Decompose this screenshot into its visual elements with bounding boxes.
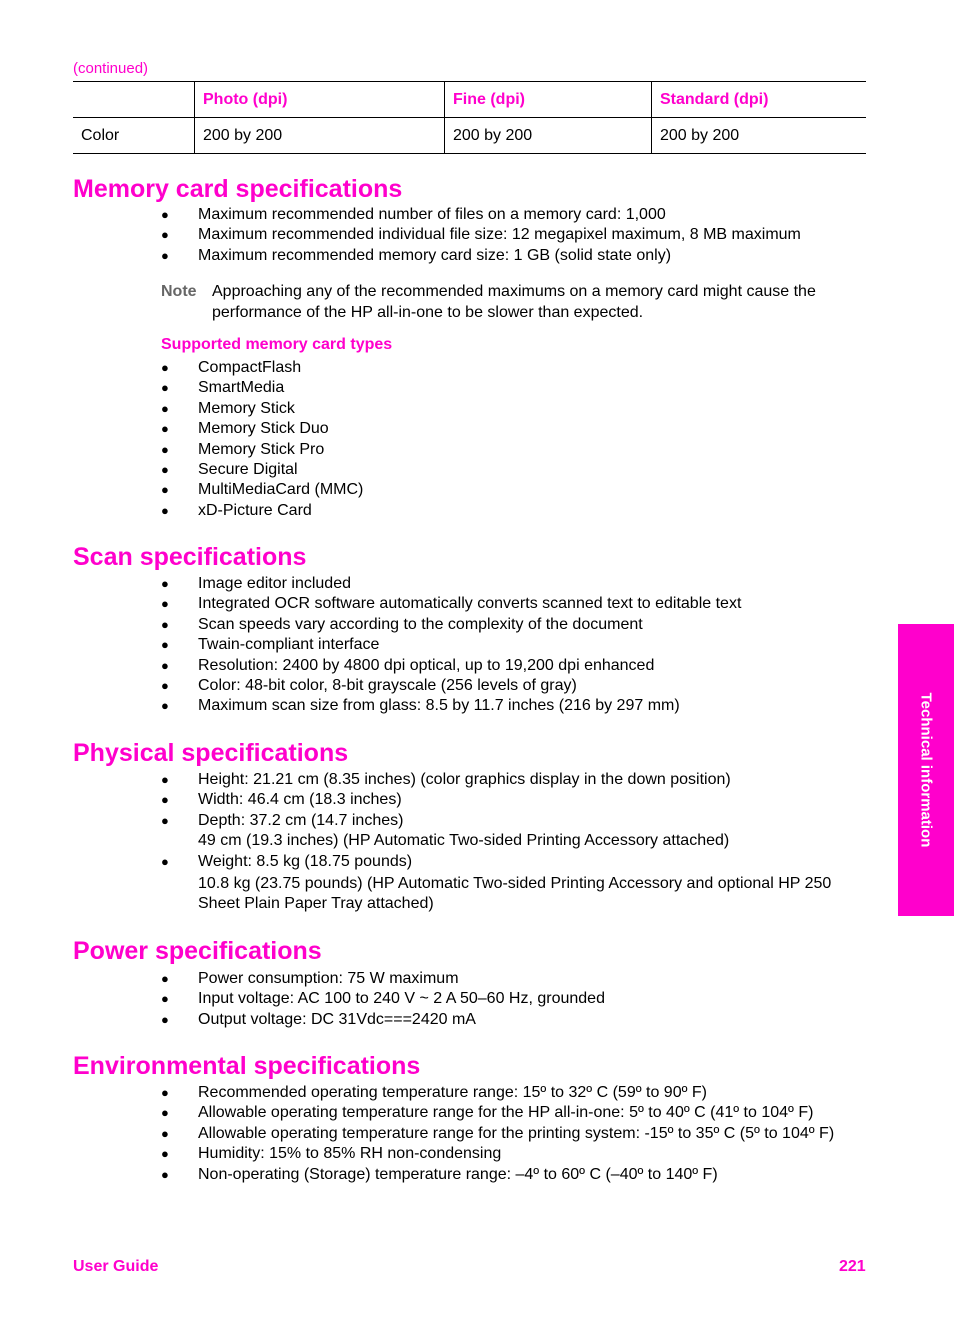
- list-item: [161, 852, 861, 915]
- footer-title: User Guide: [73, 1258, 159, 1275]
- item-subtext: 10.8 kg (23.75 pounds) (HP Automatic Two-sided Printing Accessory and optional HP 250 Sheet Plain Paper Tray attached): [198, 875, 832, 913]
- list-item: ● Height: 21.21 cm (8.35 inches) (color graphics display in the down position): [161, 770, 861, 790]
- environmental-list: [161, 1083, 861, 1185]
- list-item: ● Allowable operating temperature range for the printing system: -15º to 35º C (5º to 104º F): [161, 1124, 861, 1144]
- list-item: ● Integrated OCR software automatically converts scanned text to editable text: [161, 594, 861, 614]
- table-cell: 200 by 200: [445, 118, 652, 154]
- item-text: Depth: 37.2 cm (14.7 inches): [198, 811, 404, 829]
- table-header-cell: Fine (dpi): [445, 82, 652, 118]
- physical-list: [161, 770, 861, 915]
- list-item: ● Non-operating (Storage) temperature range: –4º to 60º C (–40º to 140º F): [161, 1165, 861, 1185]
- table-header-cell: [73, 82, 195, 118]
- list-item: ● Color: 48-bit color, 8-bit grayscale (256 levels of gray): [161, 676, 861, 696]
- note-text: Approaching any of the recommended maximums on a memory card might cause the performance of the HP all-in-one to be slower than expected.: [212, 283, 816, 321]
- list-item: ● Twain-compliant interface: [161, 635, 861, 655]
- list-item: ● SmartMedia: [161, 378, 861, 398]
- list-item: ● Maximum recommended individual file size: 12 megapixel maximum, 8 MB maximum: [161, 225, 861, 245]
- list-item: ● Recommended operating temperature range: 15º to 32º C (59º to 90º F): [161, 1083, 861, 1103]
- table-row: [73, 118, 866, 154]
- supported-cards-heading: Supported memory card types: [161, 336, 393, 353]
- environmental-heading: Environmental specifications: [73, 1052, 421, 1080]
- continued-label: (continued): [73, 60, 149, 77]
- memory-list: [161, 205, 861, 266]
- table-cell: 200 by 200: [195, 118, 445, 154]
- list-item: ● Memory Stick Duo: [161, 419, 861, 439]
- table-header-cell: Standard (dpi): [652, 82, 867, 118]
- table-cell: Color: [81, 126, 120, 144]
- list-item: ● xD-Picture Card: [161, 501, 861, 521]
- table-header-row: [73, 82, 866, 118]
- list-item: ● Output voltage: DC 31Vdc===2420 mA: [161, 1010, 861, 1030]
- item-text: Weight: 8.5 kg (18.75 pounds): [198, 852, 413, 870]
- list-item: ● Maximum recommended memory card size: 1 GB (solid state only): [161, 246, 861, 266]
- list-item: ● CompactFlash: [161, 358, 861, 378]
- list-item: [161, 811, 861, 852]
- side-tab-label: Technical information: [917, 692, 935, 848]
- list-item: ● Memory Stick Pro: [161, 440, 861, 460]
- resolution-table: [73, 81, 866, 154]
- table-header-cell: Photo (dpi): [195, 82, 445, 118]
- side-tab: [898, 624, 954, 916]
- scan-heading: Scan specifications: [73, 543, 307, 571]
- list-item: ● Maximum scan size from glass: 8.5 by 11.7 inches (216 by 297 mm): [161, 696, 861, 716]
- memory-note: [161, 281, 851, 323]
- list-item: ● Secure Digital: [161, 460, 861, 480]
- list-item: ● Scan speeds vary according to the complexity of the document: [161, 615, 861, 635]
- list-item: ● Width: 46.4 cm (18.3 inches): [161, 790, 861, 810]
- list-item: ● Input voltage: AC 100 to 240 V ~ 2 A 50–60 Hz, grounded: [161, 989, 861, 1009]
- page-number: 221: [839, 1258, 866, 1275]
- physical-heading: Physical specifications: [73, 739, 349, 767]
- power-heading: Power specifications: [73, 937, 322, 965]
- list-item: ● Maximum recommended number of files on a memory card: 1,000: [161, 205, 861, 225]
- list-item: ● Power consumption: 75 W maximum: [161, 969, 861, 989]
- list-item: ● Image editor included: [161, 574, 861, 594]
- list-item: ● Memory Stick: [161, 399, 861, 419]
- list-item: ● MultiMediaCard (MMC): [161, 480, 861, 500]
- note-label: Note: [161, 283, 197, 300]
- item-subtext: 49 cm (19.3 inches) (HP Automatic Two-sided Printing Accessory attached): [198, 832, 730, 850]
- power-list: [161, 969, 861, 1030]
- table-cell: 200 by 200: [652, 118, 867, 154]
- list-item: ● Humidity: 15% to 85% RH non-condensing: [161, 1144, 861, 1164]
- list-item: ● Resolution: 2400 by 4800 dpi optical, up to 19,200 dpi enhanced: [161, 656, 861, 676]
- memory-heading: Memory card specifications: [73, 175, 403, 203]
- scan-list: [161, 574, 861, 717]
- supported-cards-list: [161, 358, 861, 521]
- list-item: ● Allowable operating temperature range for the HP all-in-one: 5º to 40º C (41º to 104º F): [161, 1103, 861, 1123]
